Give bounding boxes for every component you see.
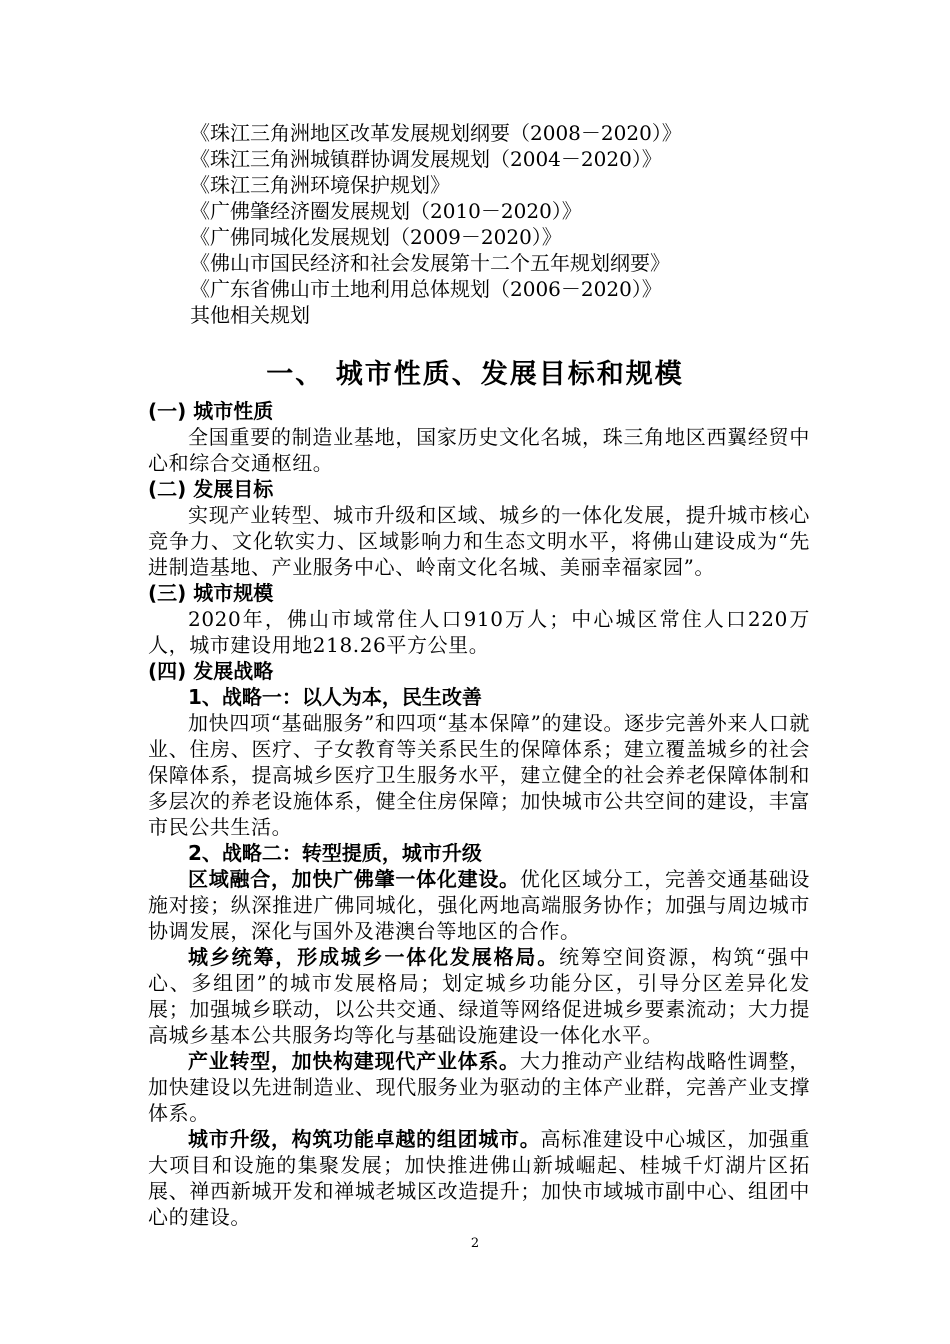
lead-text: 城市升级，构筑功能卓越的组团城市。 — [188, 1127, 541, 1151]
reference-item: 其他相关规划 — [190, 303, 310, 327]
paragraph-regional-integration — [148, 866, 810, 944]
paragraph-strategy-one: 加快四项“基础服务”和四项“基本保障”的建设。逐步完善外来人口就业、住房、医疗、子女教育等关系民生的保障体系；建立覆盖城乡的社会保障体系，提高城乡医疗卫生服务水平，建立健全的社会养老保障体制和多层次的养老设施体系，健全住房保障；加快城市公共空间的建设，丰富市民公共生活。 — [148, 711, 810, 839]
reference-item: 《广佛同城化发展规划（2009－2020）》 — [190, 225, 562, 249]
reference-item: 《珠江三角洲环境保护规划》 — [190, 173, 450, 197]
section-title: 一、 城市性质、发展目标和规模 — [266, 359, 684, 390]
body-text: 大力推动产业结构战略性调整，加快建设以先进制造业、现代服务业为驱动的主体产业群，完善产业支撑体系。 — [148, 1049, 810, 1125]
reference-item: 《珠江三角洲城镇群协调发展规划（2004－2020）》 — [190, 147, 662, 171]
heading-city-scale: (三) 城市规模 — [148, 581, 274, 605]
paragraph-city-nature: 全国重要的制造业基地，国家历史文化名城，珠三角地区西翼经贸中心和综合交通枢纽。 — [148, 425, 810, 475]
reference-item: 《广东省佛山市土地利用总体规划（2006－2020）》 — [190, 277, 662, 301]
paragraph-development-goal: 实现产业转型、城市升级和区域、城乡的一体化发展，提升城市核心竞争力、文化软实力、区域影响力和生态文明水平，将佛山建设成为“先进制造基地、产业服务中心、岭南文化名城、美丽幸福家园”。 — [148, 503, 810, 579]
heading-development-goal: (二) 发展目标 — [148, 477, 274, 501]
heading-city-nature: (一) 城市性质 — [148, 399, 274, 423]
document-body — [148, 398, 810, 1230]
body-text: 统筹空间资源，构筑“强中心、多组团”的城市发展格局；划定城乡功能分区，引导分区差异化发展；加强城乡联动，以公共交通、绿道等网络促进城乡要素流动；大力提高城乡基本公共服务均等化与基础设施建设一体化水平。 — [148, 945, 810, 1047]
heading-development-strategy: (四) 发展战略 — [148, 659, 274, 683]
reference-item: 《珠江三角洲地区改革发展规划纲要（2008－2020）》 — [190, 121, 682, 145]
reference-item: 《佛山市国民经济和社会发展第十二个五年规划纲要》 — [190, 251, 670, 275]
paragraph-city-upgrade — [148, 1126, 810, 1230]
paragraph-urban-rural — [148, 944, 810, 1048]
paragraph-industry-transformation — [148, 1048, 810, 1126]
body-text: 优化区域分工，完善交通基础设施对接；纵深推进广佛同城化，强化两地高端服务协作；加强与周边城市协调发展，深化与国外及港澳台等地区的合作。 — [148, 867, 810, 943]
reference-list — [190, 120, 850, 328]
body-text: 高标准建设中心城区，加强重大项目和设施的集聚发展；加快推进佛山新城崛起、桂城千灯湖片区拓展、禅西新城开发和禅城老城区改造提升；加快市域城市副中心、组团中心的建设。 — [148, 1127, 810, 1229]
lead-text: 区域融合，加快广佛肇一体化建设。 — [188, 867, 520, 891]
paragraph-city-scale: 2020年，佛山市域常住人口910万人；中心城区常住人口220万人，城市建设用地218.26平方公里。 — [148, 607, 810, 657]
heading-strategy-two: 2、战略二：转型提质，城市升级 — [188, 841, 482, 865]
lead-text: 产业转型，加快构建现代产业体系。 — [188, 1049, 520, 1073]
heading-strategy-one: 1、战略一：以人为本，民生改善 — [188, 685, 482, 709]
reference-item: 《广佛肇经济圈发展规划（2010－2020）》 — [190, 199, 582, 223]
lead-text: 城乡统筹，形成城乡一体化发展格局。 — [188, 945, 560, 969]
page-number: 2 — [470, 1236, 480, 1251]
